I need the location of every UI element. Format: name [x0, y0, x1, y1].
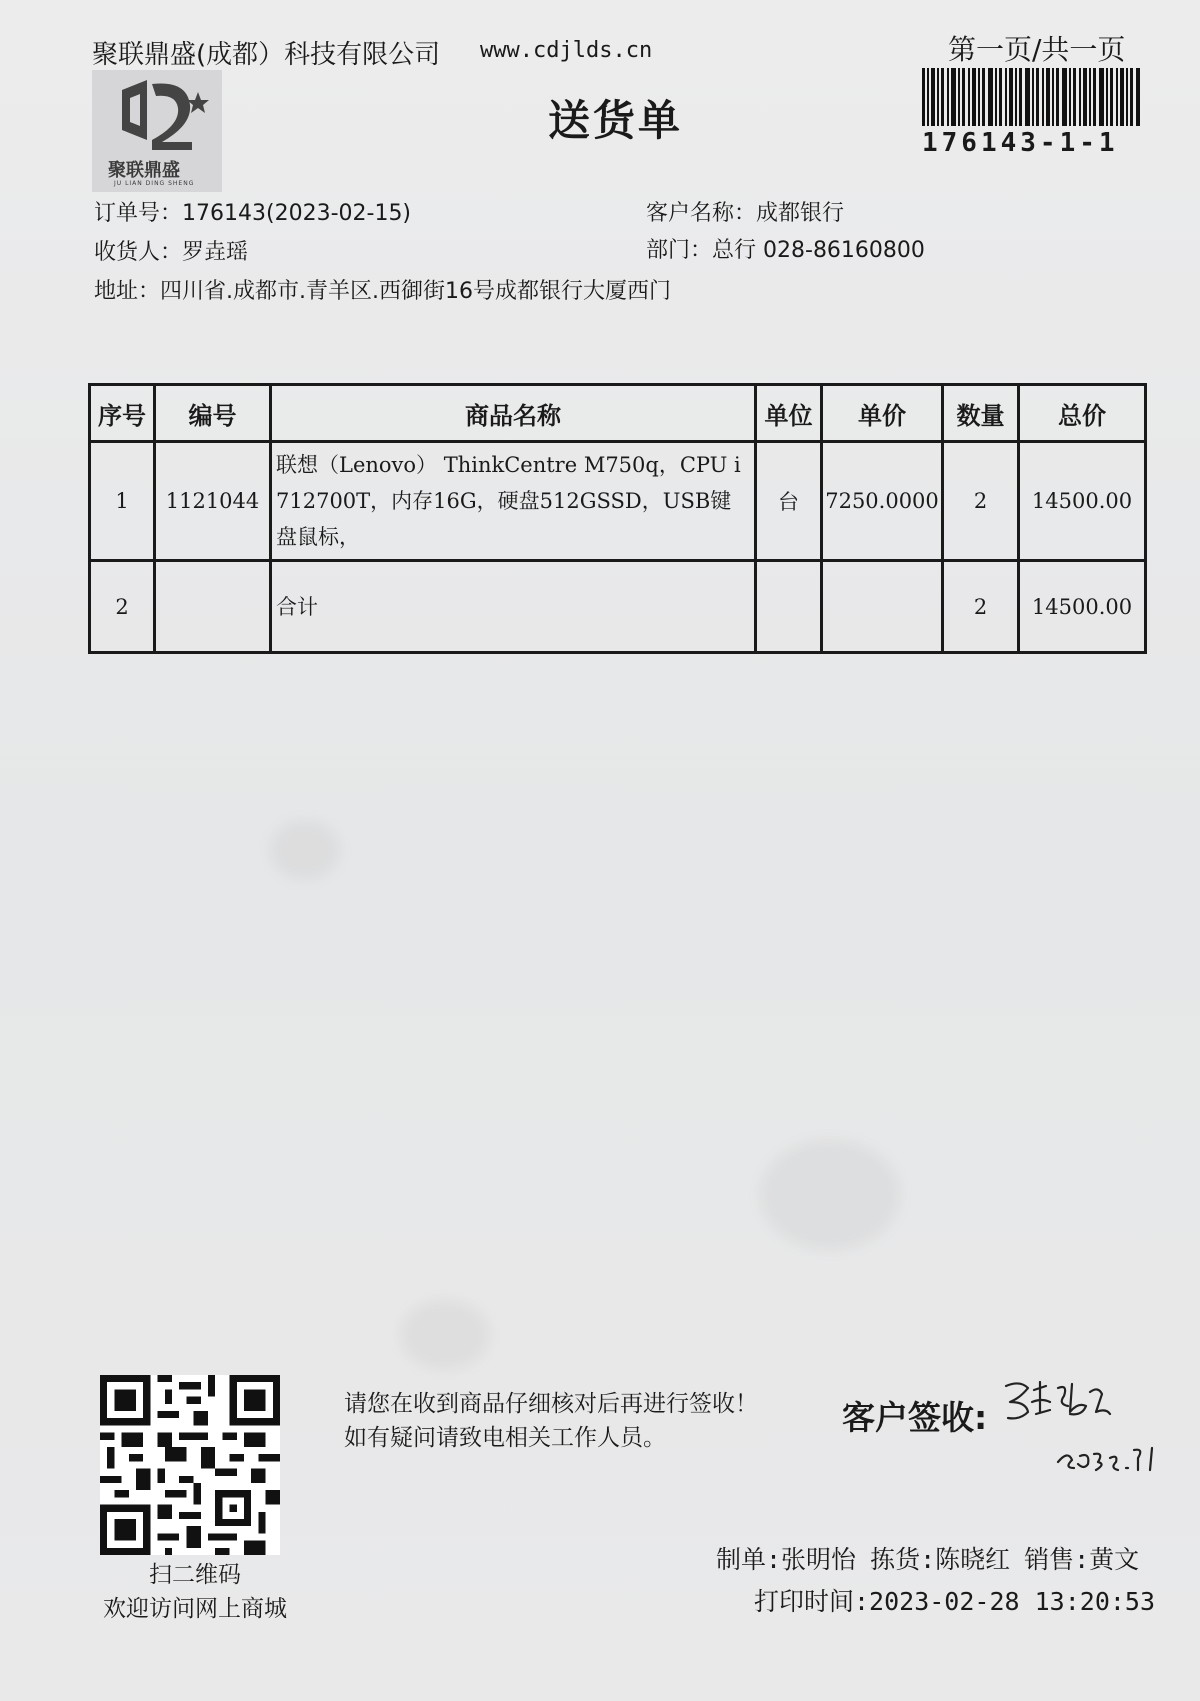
logo-subtext: JU LIAN DING SHENG	[114, 180, 195, 187]
table-cell: 台	[756, 442, 822, 561]
receiver-label: 收货人：	[94, 240, 183, 265]
customer-value: 成都银行	[756, 201, 845, 226]
table-cell: 1	[90, 442, 155, 561]
customer-signature	[998, 1372, 1178, 1482]
address-value: 四川省.成都市.青羊区.西御街16号成都银行大厦西门	[160, 279, 671, 304]
column-header: 序号	[90, 385, 155, 442]
company-logo	[92, 70, 222, 192]
table-cell: 14500.00	[1019, 442, 1146, 561]
table-cell: 7250.0000	[822, 442, 943, 561]
barcode-number: 176143-1-1	[922, 128, 1119, 158]
table-cell: 2	[943, 442, 1019, 561]
department-label: 部门：	[646, 238, 713, 263]
table-cell: 合计	[271, 561, 756, 653]
staff-line	[716, 1540, 1139, 1576]
address-label: 地址：	[94, 279, 161, 304]
column-header: 商品名称	[271, 385, 756, 442]
column-header: 单位	[756, 385, 822, 442]
items-table	[88, 383, 1147, 654]
document-title: 送货单	[548, 96, 684, 145]
print-time: 打印时间:2023-02-28 13:20:53	[754, 1587, 1156, 1616]
table-header-row	[90, 385, 1146, 442]
table-cell	[756, 561, 822, 653]
table-cell: 联想（Lenovo） ThinkCentre M750q，CPU i712700T，内存16G，硬盘512GSSD，USB键盘鼠标，	[271, 442, 756, 561]
company-name: 聚联鼎盛(成都）科技有限公司	[92, 40, 441, 70]
table-cell: 2	[943, 561, 1019, 653]
verification-notice: 请您在收到商品仔细核对后再进行签收！如有疑问请致电相关工作人员。	[344, 1391, 758, 1451]
sales-name: 销售:黄文	[1024, 1545, 1140, 1574]
table-row	[90, 561, 1146, 653]
receiver-value: 罗垚瑶	[182, 240, 249, 265]
qr-caption-line-1: 扫二维码	[149, 1562, 241, 1588]
column-header: 单价	[822, 385, 943, 442]
qr-caption	[90, 1558, 300, 1626]
picker-name: 拣货:陈晓红	[870, 1545, 1011, 1574]
page-indicator: 第一页/共一页	[948, 33, 1126, 66]
table-cell	[822, 561, 943, 653]
order-number-value: 176143(2023-02-15)	[182, 201, 412, 226]
maker-name: 制单:张明怡	[716, 1545, 857, 1574]
logo-mark-icon	[92, 70, 222, 160]
customer-label: 客户名称：	[646, 201, 757, 226]
table-row	[90, 442, 1146, 561]
table-cell: 2	[90, 561, 155, 653]
customer-name	[646, 196, 844, 227]
customer-sign-label: 客户签收:	[842, 1398, 988, 1437]
receiver	[94, 235, 248, 266]
company-website: www.cdjlds.cn	[480, 38, 653, 63]
table-cell: 14500.00	[1019, 561, 1146, 653]
qr-caption-line-2: 欢迎访问网上商城	[103, 1596, 287, 1622]
table-cell	[155, 561, 271, 653]
column-header: 总价	[1019, 385, 1146, 442]
column-header: 编号	[155, 385, 271, 442]
address	[94, 274, 671, 305]
barcode-icon	[922, 68, 1140, 126]
department-value: 总行 028-86160800	[712, 238, 925, 263]
order-number	[94, 196, 411, 227]
logo-brand-text: 聚联鼎盛	[108, 160, 180, 181]
qr-code-icon	[100, 1375, 280, 1555]
table-cell: 1121044	[155, 442, 271, 561]
order-number-label: 订单号：	[94, 201, 183, 226]
department	[646, 233, 925, 264]
column-header: 数量	[943, 385, 1019, 442]
